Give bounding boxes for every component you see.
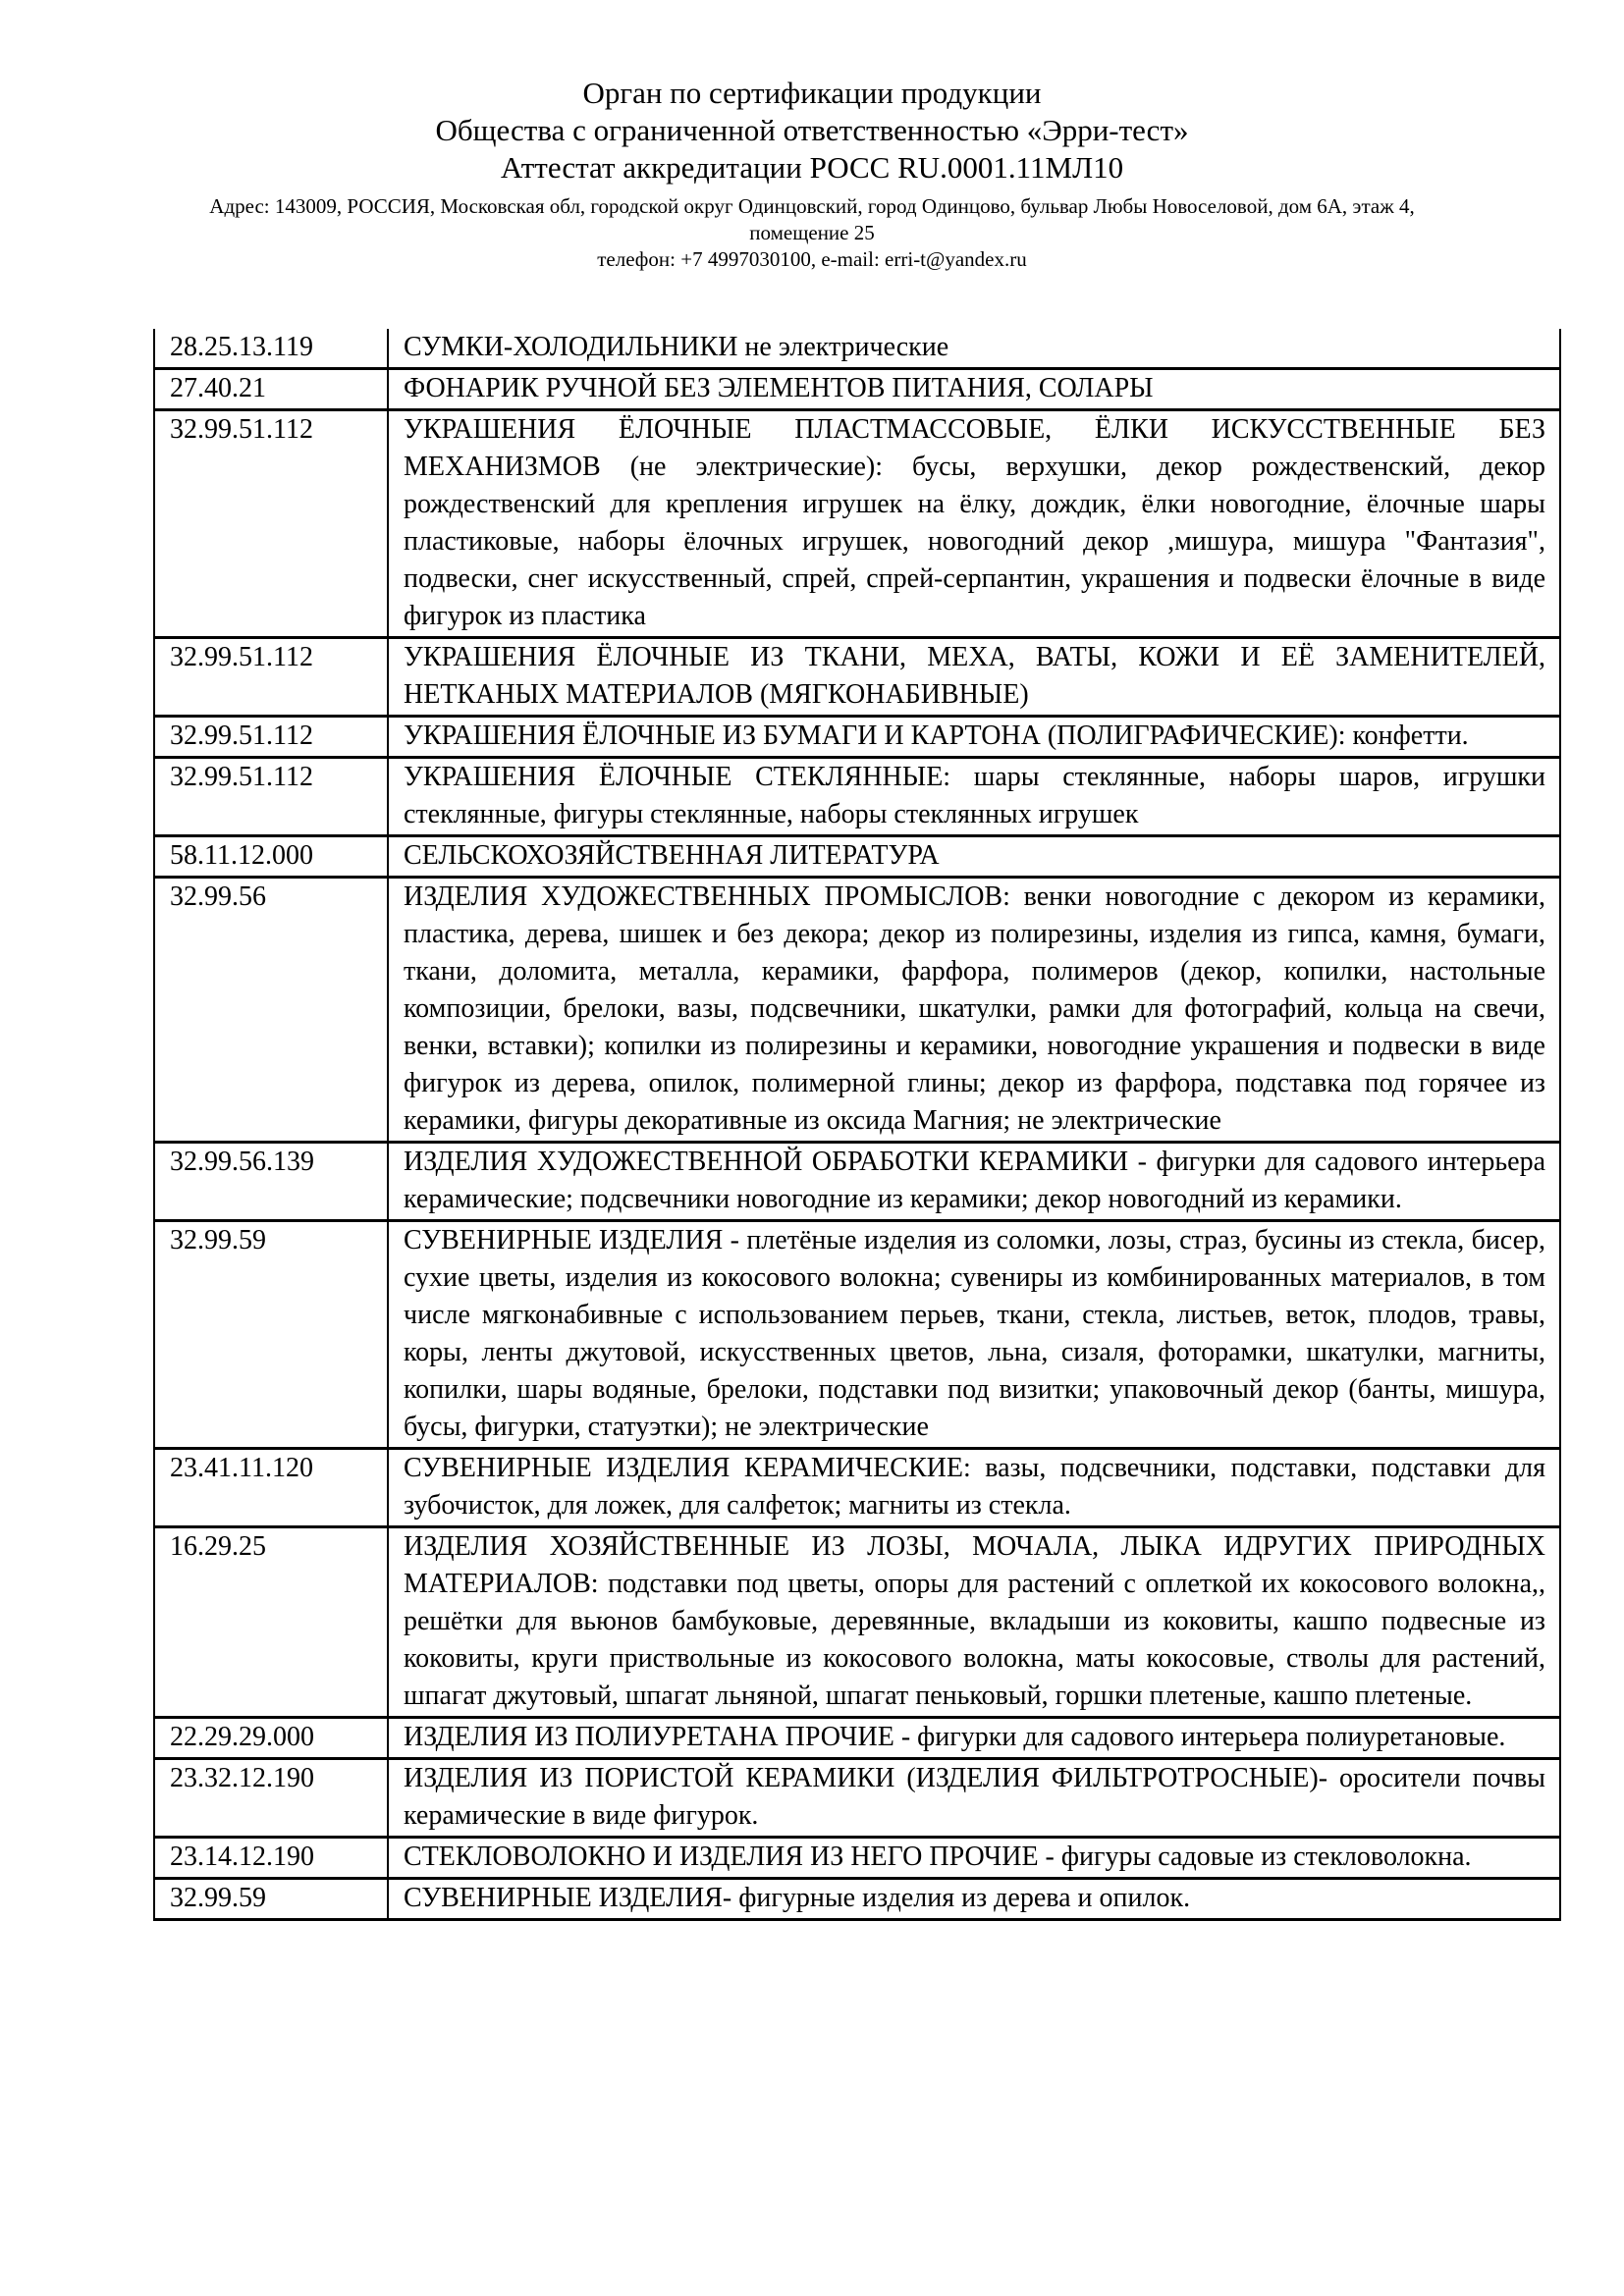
product-description-cell: ИЗДЕЛИЯ ИЗ ПОЛИУРЕТАНА ПРОЧИЕ - фигурки для садового интерьера полиуретановые. (388, 1718, 1560, 1759)
product-code-cell: 58.11.12.000 (154, 836, 388, 878)
table-row (154, 638, 1560, 717)
product-description-cell: СТЕКЛОВОЛОКНО И ИЗДЕЛИЯ ИЗ НЕГО ПРОЧИЕ - фигуры садовые из стекловолокна. (388, 1838, 1560, 1879)
table-row (154, 1449, 1560, 1527)
table-row (154, 1718, 1560, 1759)
table-row (154, 410, 1560, 638)
product-code-cell: 23.32.12.190 (154, 1759, 388, 1838)
header-org-title: Орган по сертификации продукции (582, 76, 1042, 110)
table-row (154, 836, 1560, 878)
product-description-cell: СУВЕНИРНЫЕ ИЗДЕЛИЯ КЕРАМИЧЕСКИЕ: вазы, подсвечники, подставки, подставки для зубочисток, для ложек, для салфеток; магниты из стекла. (388, 1449, 1560, 1527)
product-description-cell: СУВЕНИРНЫЕ ИЗДЕЛИЯ - плетёные изделия из соломки, лозы, страз, бусины из стекла, бисер, сухие цветы, изделия из кокосового волокна; сувениры из комбинированных материалов, в том числе мягконабивные с использованием перьев, ткани, стекла, листьев, веток, плодов, травы, коры, ленты джутовой, искусственных цветов, льна, сизаля, фоторамки, шкатулки, магниты, копилки, шары водяные, брелоки, подставки под визитки; упаковочный декор (банты, мишура, бусы, фигурки, статуэтки); не электрические (388, 1221, 1560, 1449)
document-header (0, 0, 1624, 273)
product-code-cell: 27.40.21 (154, 369, 388, 410)
table-row (154, 369, 1560, 410)
product-description-cell: ИЗДЕЛИЯ ХУДОЖЕСТВЕННЫХ ПРОМЫСЛОВ: венки новогодние с декором из керамики, пластика, дерева, шишек и без декора; декор из полирезины, изделия из гипса, камня, бумаги, ткани, доломита, металла, керамики, фарфора, полимеров (декор, копилки, настольные композиции, брелоки, вазы, подсвечники, шкатулки, рамки для фотографий, кольца на свечи, венки, вставки); копилки из полирезины и керамики, новогодние украшения и подвески в виде фигурок из дерева, опилок, полимерной глины; декор из фарфора, подставка под горячее из керамики, фигуры декоративные из оксида Магния; не электрические (388, 878, 1560, 1143)
table-row (154, 717, 1560, 758)
product-description-cell: УКРАШЕНИЯ ЁЛОЧНЫЕ СТЕКЛЯННЫЕ: шары стеклянные, наборы шаров, игрушки стеклянные, фигуры стеклянные, наборы стеклянных игрушек (388, 758, 1560, 836)
product-code-cell: 32.99.51.112 (154, 410, 388, 638)
table-row (154, 758, 1560, 836)
table-row (154, 1143, 1560, 1221)
product-description-cell: УКРАШЕНИЯ ЁЛОЧНЫЕ ПЛАСТМАССОВЫЕ, ЁЛКИ ИСКУССТВЕННЫЕ БЕЗ МЕХАНИЗМОВ (не электрические): бусы, верхушки, декор рождественский, декор рождественский для крепления игрушек на ёлку, дождик, ёлки новогодние, ёлочные шары пластиковые, наборы ёлочных игрушек, новогодний декор ,мишура, мишура "Фантазия", подвески, снег искусственный, спрей, спрей-серпантин, украшения и подвески ёлочные в виде фигурок из пластика (388, 410, 1560, 638)
table-row (154, 1527, 1560, 1718)
product-codes-table-body (154, 329, 1560, 1920)
header-org-name: Общества с ограниченной ответственностью «Эрри-тест» (435, 113, 1189, 147)
product-code-cell: 32.99.51.112 (154, 758, 388, 836)
product-code-cell: 32.99.59 (154, 1879, 388, 1920)
product-code-cell: 22.29.29.000 (154, 1718, 388, 1759)
product-description-cell: СУВЕНИРНЫЕ ИЗДЕЛИЯ- фигурные изделия из дерева и опилок. (388, 1879, 1560, 1920)
table-row (154, 1759, 1560, 1838)
product-description-cell: ФОНАРИК РУЧНОЙ БЕЗ ЭЛЕМЕНТОВ ПИТАНИЯ, СОЛАРЫ (388, 369, 1560, 410)
product-code-cell: 16.29.25 (154, 1527, 388, 1718)
product-code-cell: 23.14.12.190 (154, 1838, 388, 1879)
table-row (154, 1221, 1560, 1449)
product-codes-table (153, 329, 1561, 1921)
table-row (154, 1879, 1560, 1920)
table-row (154, 1838, 1560, 1879)
product-description-cell: ИЗДЕЛИЯ ХУДОЖЕСТВЕННОЙ ОБРАБОТКИ КЕРАМИКИ - фигурки для садового интерьера керамические; подсвечники новогодние из керамики; декор новогодний из керамики. (388, 1143, 1560, 1221)
header-address-block (0, 193, 1624, 273)
header-contact: телефон: +7 4997030100, e-mail: erri-t@yandex.ru (597, 247, 1027, 271)
product-code-cell: 32.99.59 (154, 1221, 388, 1449)
product-description-cell: ИЗДЕЛИЯ ИЗ ПОРИСТОЙ КЕРАМИКИ (ИЗДЕЛИЯ ФИЛЬТРОТРОСНЫЕ)- оросители почвы керамические в виде фигурок. (388, 1759, 1560, 1838)
product-description-cell: СУМКИ-ХОЛОДИЛЬНИКИ не электрические (388, 329, 1560, 369)
product-code-cell: 32.99.51.112 (154, 638, 388, 717)
header-address-line2: помещение 25 (749, 221, 875, 244)
product-code-cell: 32.99.56.139 (154, 1143, 388, 1221)
product-code-cell: 32.99.56 (154, 878, 388, 1143)
header-accreditation: Аттестат аккредитации РОСС RU.0001.11МЛ10 (500, 150, 1124, 185)
table-row (154, 878, 1560, 1143)
product-code-cell: 28.25.13.119 (154, 329, 388, 369)
table-row (154, 329, 1560, 369)
product-description-cell: СЕЛЬСКОХОЗЯЙСТВЕННАЯ ЛИТЕРАТУРА (388, 836, 1560, 878)
product-code-cell: 32.99.51.112 (154, 717, 388, 758)
product-description-cell: УКРАШЕНИЯ ЁЛОЧНЫЕ ИЗ БУМАГИ И КАРТОНА (ПОЛИГРАФИЧЕСКИЕ): конфетти. (388, 717, 1560, 758)
product-description-cell: ИЗДЕЛИЯ ХОЗЯЙСТВЕННЫЕ ИЗ ЛОЗЫ, МОЧАЛА, ЛЫКА ИДРУГИХ ПРИРОДНЫХ МАТЕРИАЛОВ: подставки под цветы, опоры для растений с оплеткой их кокосового волокна,, решётки для вьюнов бамбуковые, деревянные, вкладыши из коковиты, кашпо подвесные из коковиты, круги приствольные из кокосового волокна, маты кокосовые, стволы для растений, шпагат джутовый, шпагат льняной, шпагат пеньковый, горшки плетеные, кашпо плетеные. (388, 1527, 1560, 1718)
product-code-cell: 23.41.11.120 (154, 1449, 388, 1527)
header-address-line1: Адрес: 143009, РОССИЯ, Московская обл, городской округ Одинцовский, город Одинцово, бульвар Любы Новоселовой, дом 6А, этаж 4, (209, 194, 1415, 218)
product-description-cell: УКРАШЕНИЯ ЁЛОЧНЫЕ ИЗ ТКАНИ, МЕХА, ВАТЫ, КОЖИ И ЕЁ ЗАМЕНИТЕЛЕЙ, НЕТКАНЫХ МАТЕРИАЛОВ (МЯГКОНАБИВНЫЕ) (388, 638, 1560, 717)
